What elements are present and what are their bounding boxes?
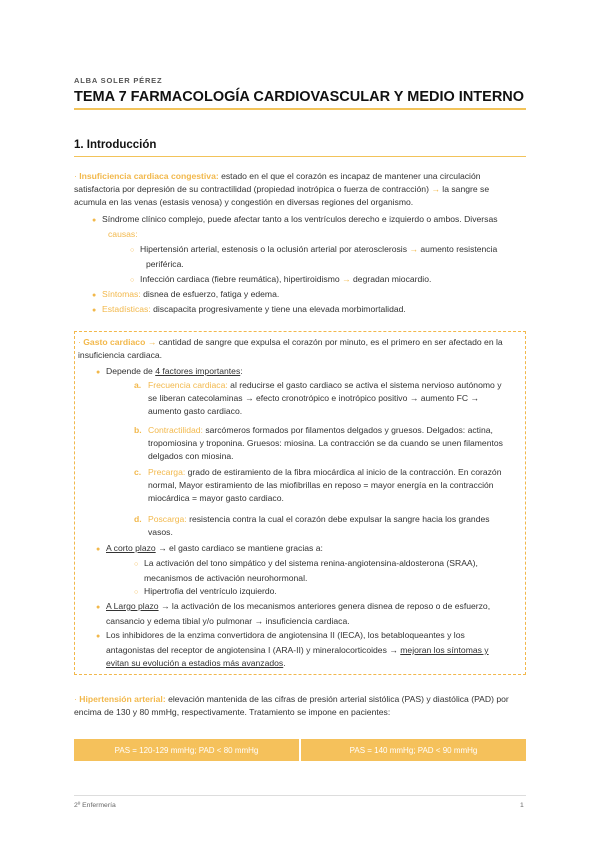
factor-b: b. Contractilidad: sarcómeros formados por filamentos delgados y gruesos. Delgados: actina, tropomiosina y troponina. Gruesos: miosina. La contracción se da cuando se unen filamentos delgados con miosina. xyxy=(134,425,503,461)
hta-criteria xyxy=(74,739,526,761)
circle-bullet-icon: ○ xyxy=(134,561,139,568)
footer-course: 2º Enfermería xyxy=(74,802,116,809)
cp-sub-2: ○ Hipertrofia del ventrículo izquierdo. xyxy=(134,585,277,600)
arrow-icon: → xyxy=(342,274,351,284)
hta-block: · Hipertensión arterial: elevación mantenida de las cifras de presión arterial sistólica (PAS) y diastólica (PAD) por encima de 130 y 80 mmHg, respectivamente. Tratamiento se impone en pacientes: xyxy=(74,694,509,717)
footer-rule xyxy=(74,795,526,796)
circle-bullet-icon: ○ xyxy=(130,277,135,284)
arrow-icon: → xyxy=(431,183,440,194)
section-heading: 1. Introducción xyxy=(74,139,157,151)
author-name: ALBA SOLER PÉREZ xyxy=(74,76,163,85)
gc-inhibidores: ● Los inhibidores de la enzima convertidora de angiotensina II (IECA), los betabloqueantes y los antagonistas del receptor de angiotensina I (ARA-II) y mineralocorticoides → mejoran los síntomas y evitan su evolución a estadios más avanzados. xyxy=(96,630,489,668)
section-rule xyxy=(74,156,526,157)
bullet-icon: ● xyxy=(96,546,101,553)
page-title: TEMA 7 FARMACOLOGÍA CARDIOVASCULAR Y MEDIO INTERNO xyxy=(74,89,525,105)
hta-term: Hipertensión arterial: xyxy=(79,694,166,704)
arrow-icon: → xyxy=(145,337,157,347)
page-number: 1 xyxy=(520,802,524,809)
bullet-icon: ● xyxy=(96,633,101,640)
gc-intro: · Gasto cardiaco → cantidad de sangre que expulsa el corazón por minuto, es el primero en ser afectado en la insuficiencia cardiaca. xyxy=(78,337,503,360)
criteria-box-2: PAS = 140 mmHg; PAD < 90 mmHg xyxy=(299,739,526,761)
title-rule xyxy=(74,108,526,110)
icc-term: Insuficiencia cardiaca congestiva: xyxy=(79,171,219,181)
arrow-icon: → xyxy=(409,244,418,254)
bullet-icon: ● xyxy=(92,307,97,314)
gc-corto-plazo: ● A corto plazo → el gasto cardiaco se mantiene gracias a: xyxy=(96,542,323,557)
bullet-icon: ● xyxy=(96,604,101,611)
icc-sub-1: ○ Hipertensión arterial, estenosis o la oclusión arterial por aterosclerosis → aumento resistencia periférica. xyxy=(130,244,498,269)
dot-icon: · xyxy=(74,171,80,181)
icc-block: · Insuficiencia cardiaca congestiva: estado en el que el corazón es incapaz de mantener una circulación satisfactoria por depresión de su contractilidad (propiedad inotrópica o fuerza de contracción) → la sangre se acumula en las venas (estasis venosa) y congestión en diversas regiones del organismo. xyxy=(74,171,490,207)
bullet-icon: ● xyxy=(96,369,101,376)
icc-bullet-1: ● Síndrome clínico complejo, puede afectar tanto a los ventrículos derecho e izquierdo o ambos. Diversas causas: xyxy=(92,214,498,239)
factor-c: c. Precarga: grado de estiramiento de la fibra miocárdica al inicio de la contracción. En corazón normal, Mayor estiramiento de las miofibrillas en reposo = mayor energía en la contracción miocárdica = mayor gasto cardiaco. xyxy=(134,467,502,503)
bullet-icon: ● xyxy=(92,217,97,224)
icc-sub-2: ○ Infección cardiaca (fiebre reumática), hipertiroidismo → degradan miocardio. xyxy=(130,273,528,288)
bullet-icon: ● xyxy=(92,292,97,299)
cp-sub-1: ○ La activación del tono simpático y del sistema renina-angiotensina-aldosterona (SRAA), mecanismos de activación neurohormonal. xyxy=(134,558,478,583)
factor-d: d. Poscarga: resistencia contra la cual el corazón debe expulsar la sangre hacia los grandes vasos. xyxy=(134,514,490,537)
circle-bullet-icon: ○ xyxy=(134,589,139,596)
circle-bullet-icon: ○ xyxy=(130,247,135,254)
gc-depende: ● Depende de 4 factores importantes: xyxy=(96,365,243,380)
icc-sintomas: ● Síntomas: disnea de esfuerzo, fatiga y edema. xyxy=(92,288,279,303)
icc-estadisticas: ● Estadísticas: discapacita progresivamente y tiene una elevada morbimortalidad. xyxy=(92,303,406,318)
factor-a: a. Frecuencia cardiaca: al reducirse el gasto cardiaco se activa el sistema nervioso autónomo y se liberan catecolaminas → efecto cronotrópico e inotrópico positivo → aumento FC → aumento gasto cardiaco. xyxy=(134,380,502,416)
criteria-box-1: PAS = 120-129 mmHg; PAD < 80 mmHg xyxy=(74,739,299,761)
gc-largo-plazo: ● A Largo plazo → la activación de los mecanismos anteriores genera disnea de reposo o de esfuerzo, cansancio y edema tibial y/o pulmonar → insuficiencia cardiaca. xyxy=(96,601,491,626)
